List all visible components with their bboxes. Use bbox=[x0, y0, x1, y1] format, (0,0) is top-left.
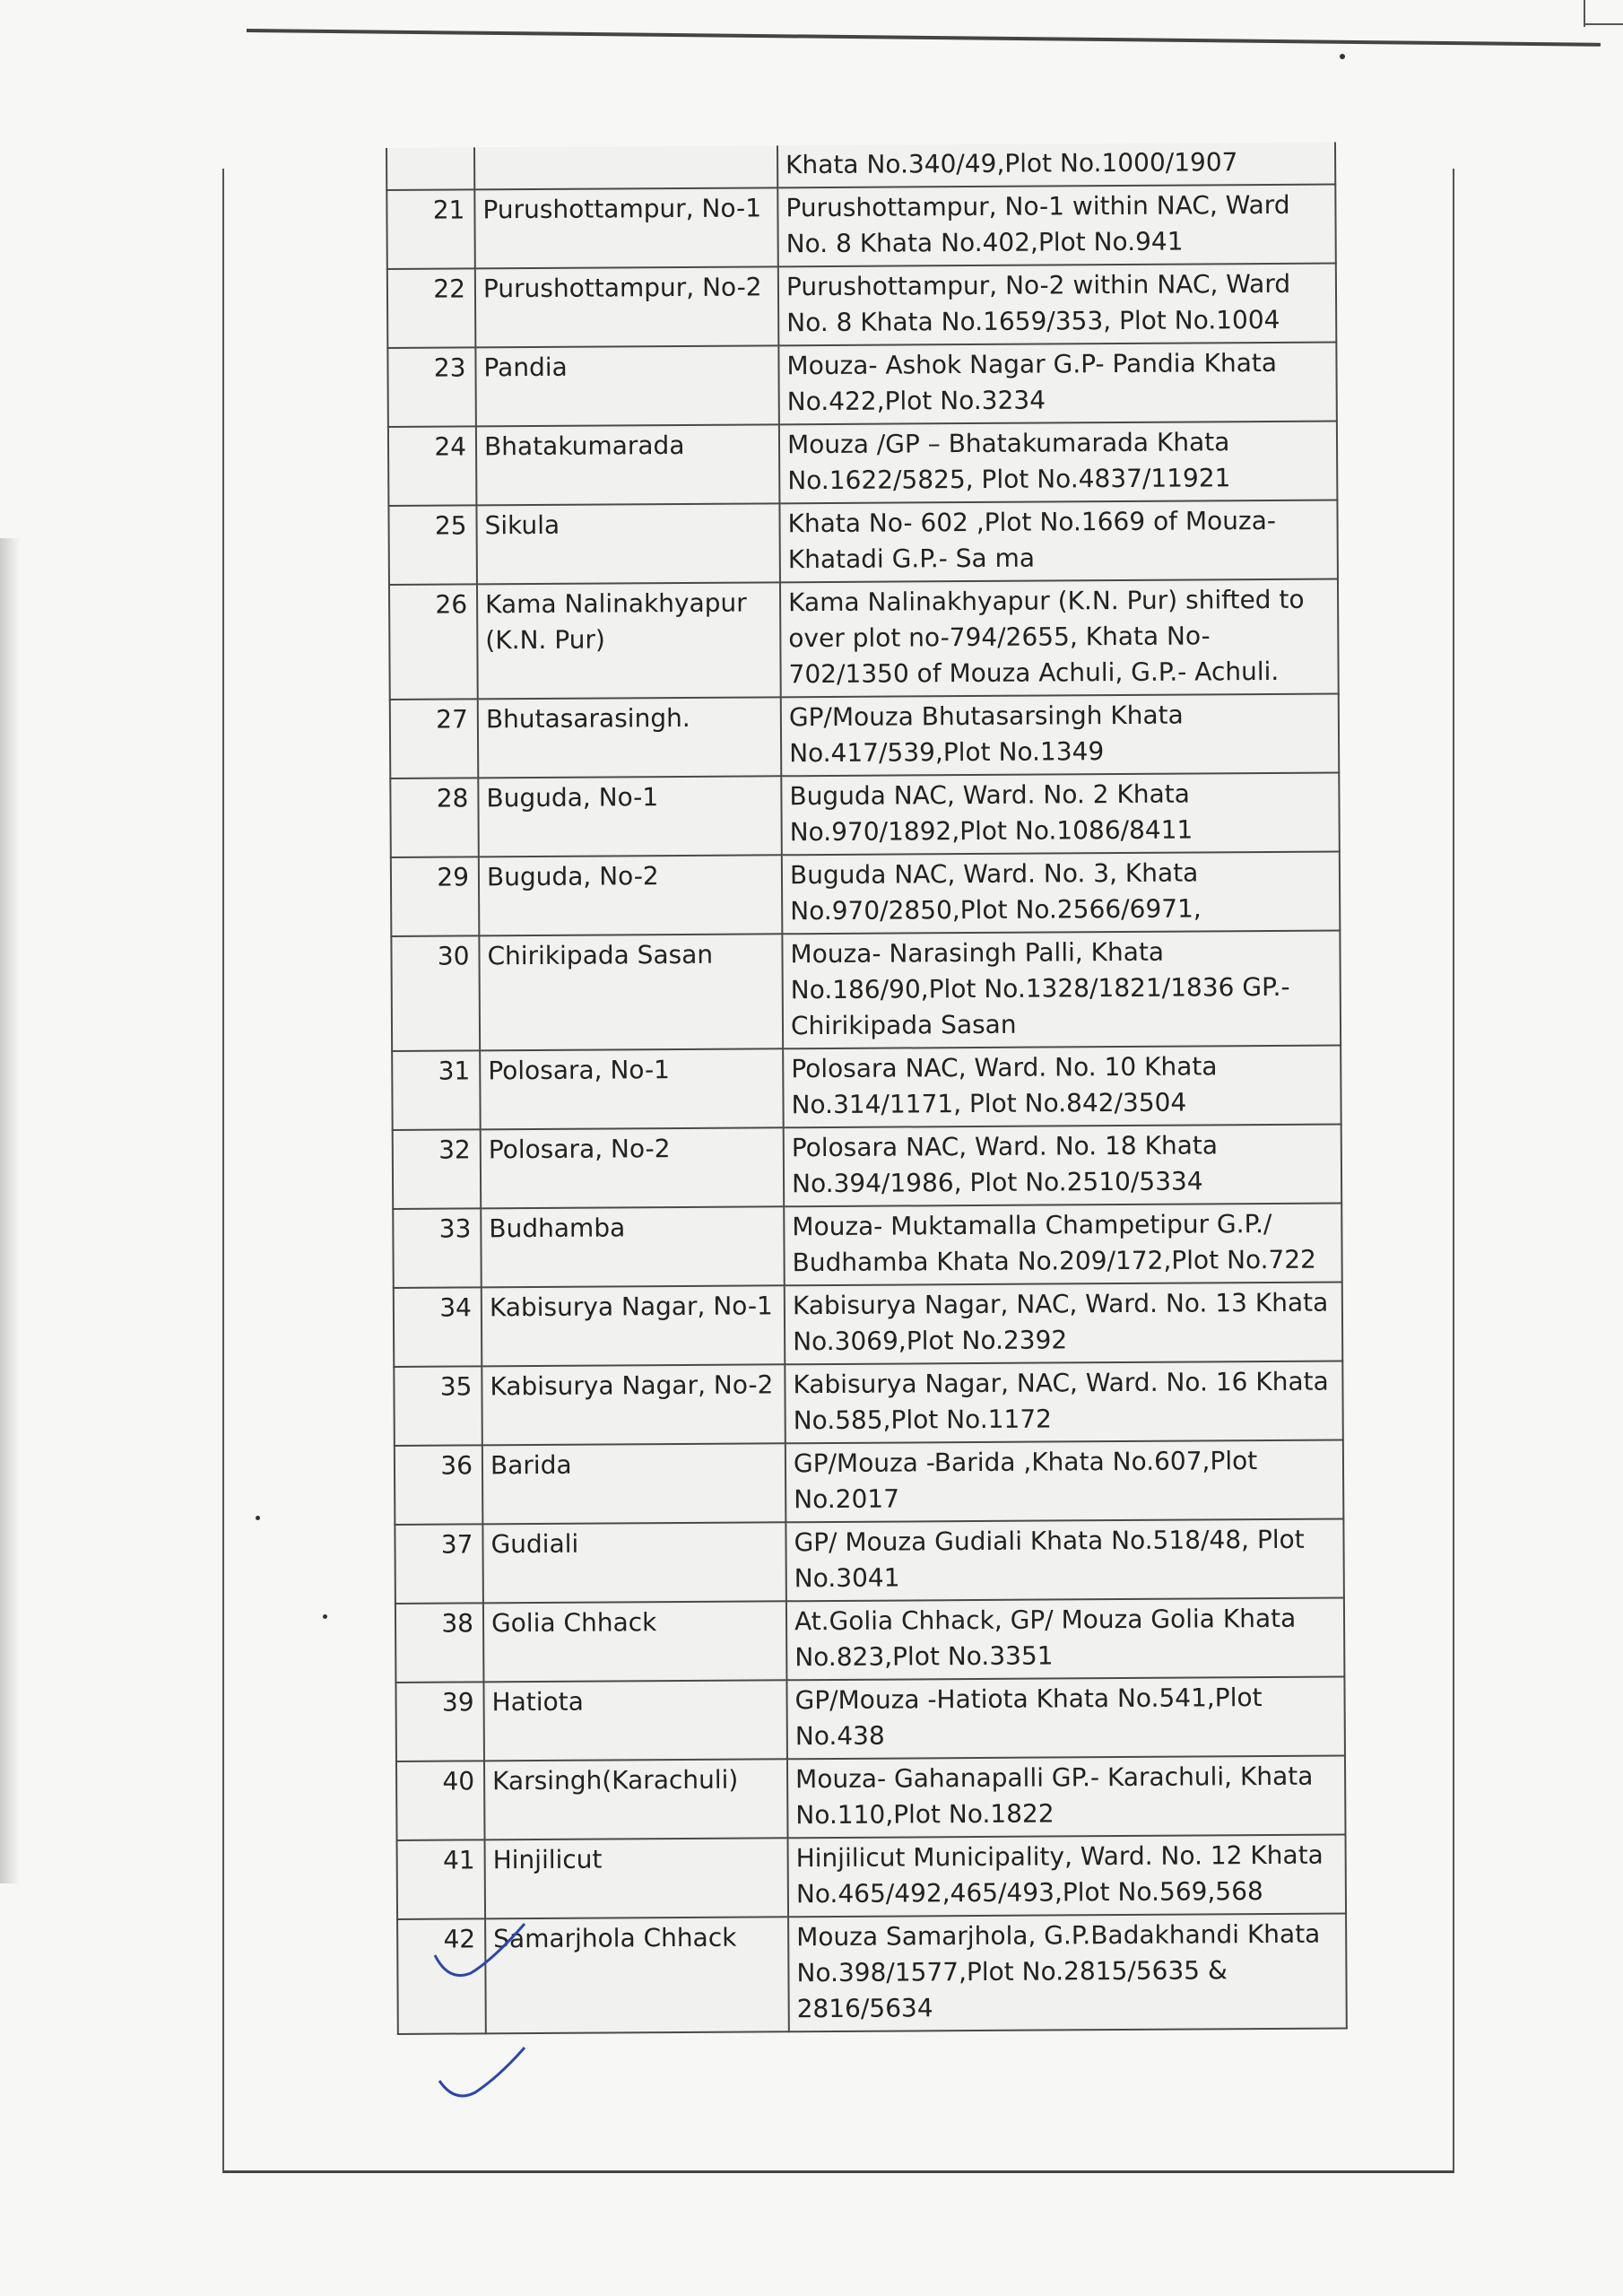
name-cell bbox=[474, 145, 777, 189]
table-row-continuation bbox=[386, 143, 1335, 190]
name-cell: Polosara, No-2 bbox=[481, 1127, 785, 1208]
table-row bbox=[388, 500, 1338, 585]
serial-cell: 37 bbox=[395, 1524, 483, 1604]
name-cell: Bhutasarasingh. bbox=[478, 697, 782, 778]
location-cell: Kabisurya Nagar, NAC, Ward. No. 16 Khata No.585,Plot No.1172 bbox=[785, 1361, 1343, 1444]
serial-cell: 25 bbox=[388, 505, 477, 585]
name-cell: Hinjilicut bbox=[485, 1838, 789, 1918]
name-cell: Gudiali bbox=[482, 1522, 786, 1603]
serial-cell: 36 bbox=[395, 1445, 483, 1525]
location-cell: Kabisurya Nagar, NAC, Ward. No. 13 Khata No.3069,Plot No.2392 bbox=[785, 1283, 1343, 1365]
location-cell: Hinjilicut Municipality, Ward. No. 12 Khata No.465/492,465/493,Plot No.569,568 bbox=[788, 1834, 1347, 1917]
table-row bbox=[393, 1125, 1342, 1209]
table-row bbox=[397, 1834, 1347, 1918]
name-cell: Bhatakumarada bbox=[476, 424, 780, 505]
serial-cell: 29 bbox=[391, 857, 480, 936]
table-row bbox=[386, 185, 1336, 269]
location-cell: Khata No- 602 ,Plot No.1669 of Mouza- Khatadi G.P.- Sa ma bbox=[779, 500, 1338, 583]
serial-cell: 22 bbox=[387, 268, 476, 348]
location-cell: Polosara NAC, Ward. No. 10 Khata No.314/1171, Plot No.842/3504 bbox=[783, 1046, 1341, 1128]
scan-corner-mark-horizontal bbox=[1584, 23, 1623, 25]
serial-cell: 30 bbox=[391, 935, 480, 1051]
name-cell: Golia Chhack bbox=[483, 1601, 787, 1682]
location-cell: Mouza- Muktamalla Champetipur G.P./ Budhamba Khata No.209/172,Plot No.722 bbox=[784, 1204, 1342, 1286]
table-row bbox=[388, 422, 1338, 506]
table-row bbox=[389, 579, 1339, 700]
name-cell: Purushottampur, No-1 bbox=[474, 187, 778, 268]
name-cell: Kabisurya Nagar, No-2 bbox=[482, 1364, 785, 1445]
table-row bbox=[395, 1519, 1344, 1604]
name-cell: Budhamba bbox=[481, 1206, 785, 1287]
location-cell: Purushottampur, No-1 within NAC, Ward No. 8 Khata No.402,Plot No.941 bbox=[777, 185, 1336, 267]
serial-cell: 41 bbox=[397, 1839, 486, 1919]
name-cell: Chirikipada Sasan bbox=[479, 934, 783, 1050]
name-cell: Samarjhola Chhack bbox=[485, 1917, 789, 2033]
location-cell: GP/ Mouza Gudiali Khata No.518/48, Plot No.3041 bbox=[785, 1519, 1344, 1602]
location-cell: GP/Mouza -Hatiota Khata No.541,Plot No.438 bbox=[786, 1676, 1345, 1759]
name-cell: Kama Nalinakhyapur (K.N. Pur) bbox=[477, 582, 781, 699]
table-row bbox=[392, 1046, 1341, 1130]
table-row bbox=[394, 1283, 1343, 1367]
location-cell: Buguda NAC, Ward. No. 3, Khata No.970/2850,Plot No.2566/6971, bbox=[782, 852, 1341, 935]
location-cell: Khata No.340/49,Plot No.1000/1907 bbox=[777, 143, 1335, 188]
name-cell: Karsingh(Karachuli) bbox=[484, 1759, 788, 1839]
location-cell: Mouza Samarjhola, G.P.Badakhandi Khata No.398/1577,Plot No.2815/5635 & 2816/5634 bbox=[788, 1913, 1347, 2031]
serial-cell: 39 bbox=[395, 1682, 484, 1761]
serial-cell: 35 bbox=[394, 1366, 482, 1446]
location-cell: Kama Nalinakhyapur (K.N. Pur) shifted to over plot no-794/2655, Khata No-702/1350 of Mouza Achuli, G.P.- Achuli. bbox=[780, 579, 1339, 698]
name-cell: Purushottampur, No-2 bbox=[475, 266, 779, 347]
serial-cell: 33 bbox=[393, 1208, 482, 1288]
location-cell: Purushottampur, No-2 within NAC, Ward No. 8 Khata No.1659/353, Plot No.1004 bbox=[778, 264, 1337, 346]
location-table bbox=[386, 143, 1348, 2035]
name-cell: Hatiota bbox=[483, 1680, 787, 1761]
land-allotment-table bbox=[386, 143, 1348, 2035]
name-cell: Kabisurya Nagar, No-1 bbox=[482, 1285, 785, 1366]
table-row bbox=[387, 343, 1337, 427]
location-cell: GP/Mouza Bhutasarsingh Khata No.417/539,Plot No.1349 bbox=[781, 694, 1340, 777]
name-cell: Polosara, No-1 bbox=[480, 1048, 784, 1129]
speck-mark bbox=[1340, 54, 1345, 59]
serial-cell: 26 bbox=[389, 584, 478, 700]
table-row bbox=[391, 852, 1341, 936]
table-row bbox=[397, 1913, 1347, 2033]
serial-cell: 32 bbox=[393, 1129, 482, 1209]
table-row bbox=[395, 1676, 1345, 1761]
location-cell: Mouza- Narasingh Palli, Khata No.186/90,Plot No.1328/1821/1836 GP.- Chirikipada Sasan bbox=[782, 931, 1341, 1049]
serial-cell: 34 bbox=[394, 1287, 482, 1367]
table-row bbox=[390, 694, 1340, 778]
serial-cell: 38 bbox=[395, 1603, 484, 1683]
name-cell: Barida bbox=[482, 1443, 786, 1524]
table-row bbox=[396, 1755, 1346, 1839]
location-cell: Mouza /GP – Bhatakumarada Khata No.1622/5825, Plot No.4837/11921 bbox=[779, 422, 1338, 504]
name-cell: Pandia bbox=[475, 345, 779, 426]
location-cell: At.Golia Chhack, GP/ Mouza Golia Khata No.823,Plot No.3351 bbox=[786, 1598, 1345, 1681]
serial-cell bbox=[386, 147, 474, 190]
location-cell: GP/Mouza -Barida ,Khata No.607,Plot No.2017 bbox=[785, 1440, 1344, 1523]
table-row bbox=[391, 931, 1341, 1051]
table-row bbox=[395, 1598, 1345, 1683]
table-row bbox=[390, 773, 1340, 857]
serial-cell: 27 bbox=[390, 699, 479, 778]
serial-cell: 31 bbox=[392, 1050, 481, 1130]
location-cell: Buguda NAC, Ward. No. 2 Khata No.970/1892,Plot No.1086/8411 bbox=[781, 773, 1340, 856]
table-row bbox=[387, 264, 1337, 348]
serial-cell: 24 bbox=[388, 426, 477, 506]
location-cell: Polosara NAC, Ward. No. 18 Khata No.394/1986, Plot No.2510/5334 bbox=[784, 1125, 1342, 1207]
serial-cell: 42 bbox=[397, 1918, 486, 2034]
scan-top-edge bbox=[247, 29, 1601, 47]
serial-cell: 21 bbox=[386, 189, 475, 269]
location-cell: Mouza- Gahanapalli GP.- Karachuli, Khata No.110,Plot No.1822 bbox=[787, 1755, 1346, 1838]
name-cell: Sikula bbox=[476, 503, 780, 584]
serial-cell: 40 bbox=[396, 1761, 485, 1840]
name-cell: Buguda, No-1 bbox=[478, 776, 782, 857]
scan-shadow-streak bbox=[0, 538, 20, 1883]
table-row bbox=[395, 1440, 1344, 1525]
table-row bbox=[394, 1361, 1343, 1446]
table-row bbox=[393, 1204, 1342, 1288]
name-cell: Buguda, No-2 bbox=[479, 855, 783, 935]
serial-cell: 23 bbox=[387, 347, 476, 427]
location-cell: Mouza- Ashok Nagar G.P- Pandia Khata No.422,Plot No.3234 bbox=[778, 343, 1337, 425]
serial-cell: 28 bbox=[390, 778, 479, 857]
